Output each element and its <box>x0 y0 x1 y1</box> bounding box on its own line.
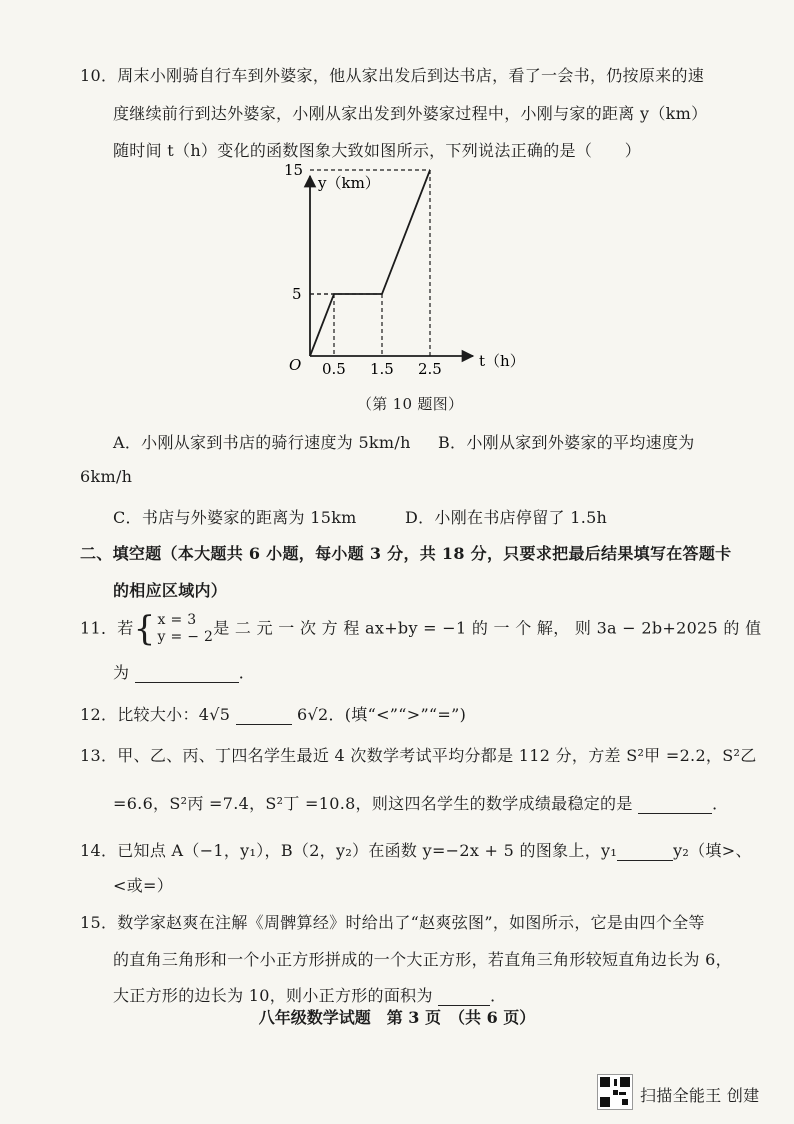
scanner-watermark: 扫描全能王 创建 <box>640 1086 760 1105</box>
x-axis-label: t（h） <box>479 352 525 370</box>
distance-time-graph <box>280 161 525 390</box>
q14-answer-blank[interactable] <box>617 841 673 861</box>
q12-line <box>80 702 466 725</box>
origin-label: O <box>289 356 302 374</box>
q14-line2: <或=） <box>113 876 174 895</box>
q14-text-a: 14．已知点 A（−1，y₁），B（2，y₂）在函数 y=−2x + 5 的图象上，y₁ <box>80 841 618 860</box>
equation-system <box>158 612 214 646</box>
q10-option-b: B．小刚从家到外婆家的平均速度为 <box>438 433 695 452</box>
page-footer: 八年级数学试题 第 3 页 （共 6 页） <box>258 1008 536 1027</box>
q15-answer-blank[interactable] <box>438 986 490 1006</box>
y-tick-label-5: 5 <box>292 285 302 303</box>
q10-figure-caption: （第 10 题图） <box>357 395 464 413</box>
q10-text-line3: 随时间 t（h）变化的函数图象大致如图所示，下列说法正确的是（ ） <box>113 141 642 160</box>
dashed-guide-lines <box>310 170 430 356</box>
equation-system-brace: { <box>133 609 156 649</box>
q10-text-line1: 10．周末小刚骑自行车到外婆家，他从家出发后到达书店，看了一会书，仍按原来的速 <box>80 66 705 85</box>
q11-answer-blank[interactable] <box>135 663 239 683</box>
q10-option-a: A．小刚从家到书店的骑行速度为 5km/h <box>113 433 411 452</box>
y-tick-label-15: 15 <box>284 161 304 179</box>
section2-heading-line2: 的相应区域内） <box>113 581 228 600</box>
y-axis-label: y（km） <box>318 174 380 192</box>
system-y: y = − 2 <box>157 629 214 645</box>
section2-heading-line1: 二、填空题（本大题共 6 小题，每小题 3 分，共 18 分，只要求把最后结果填写在答题卡 <box>80 544 732 563</box>
q11-for-label: 为 <box>113 663 130 682</box>
q13-line2: =6.6，S²丙 =7.4，S²丁 =10.8，则这四名学生的数学成绩最稳定的是 ． <box>113 794 729 813</box>
x-tick-label-1.5: 1.5 <box>370 360 394 378</box>
q11-line1 <box>80 609 762 649</box>
q11-rest: 是 二 元 一 次 方 程 ax+by = −1 的 一 个 解， 则 3a − 2b+2025 的 值 <box>213 618 762 638</box>
q15-text: 大正方形的边长为 10，则小正方形的面积为 <box>113 986 433 1005</box>
q12-suffix: 6√2．(填“<”“>”“=”) <box>297 705 467 724</box>
q12-prefix: 12．比较大小：4√5 <box>80 705 231 724</box>
q10-option-b-continued: 6km/h <box>80 467 133 486</box>
x-tick-label-0.5: 0.5 <box>322 360 346 378</box>
graph-line <box>310 170 430 356</box>
q10-text-line2: 度继续前行到达外婆家，小刚从家出发到外婆家过程中，小刚与家的距离 y（km） <box>113 104 708 123</box>
q11-prefix: 11．若 <box>80 618 134 638</box>
q15-line3: 大正方形的边长为 10，则小正方形的面积为 ． <box>113 986 507 1005</box>
q15-line1: 15．数学家赵爽在注解《周髀算经》时给出了“赵爽弦图”，如图所示，它是由四个全等 <box>80 913 705 932</box>
q10-option-d: D．小刚在书店停留了 1.5h <box>405 508 608 527</box>
q10-option-c: C．书店与外婆家的距离为 15km <box>113 508 357 527</box>
x-tick-label-2.5: 2.5 <box>418 360 442 378</box>
q15-line2: 的直角三角形和一个小正方形拼成的一个大正方形，若直角三角形较短直角边长为 6， <box>113 950 732 969</box>
q11-line2: 为 ． <box>113 663 256 682</box>
q12-answer-blank[interactable] <box>236 705 292 725</box>
q13-line1: 13．甲、乙、丙、丁四名学生最近 4 次数学考试平均分都是 112 分，方差 S²甲 =2.2，S²乙 <box>80 746 757 765</box>
system-x: x = 3 <box>157 612 197 628</box>
q13-answer-blank[interactable] <box>638 794 712 814</box>
qr-code-icon <box>597 1074 633 1110</box>
q14-text-b: y₂（填>、 <box>673 841 752 860</box>
q13-text: =6.6，S²丙 =7.4，S²丁 =10.8，则这四名学生的数学成绩最稳定的是 <box>113 794 633 813</box>
q14-line1 <box>80 838 752 861</box>
